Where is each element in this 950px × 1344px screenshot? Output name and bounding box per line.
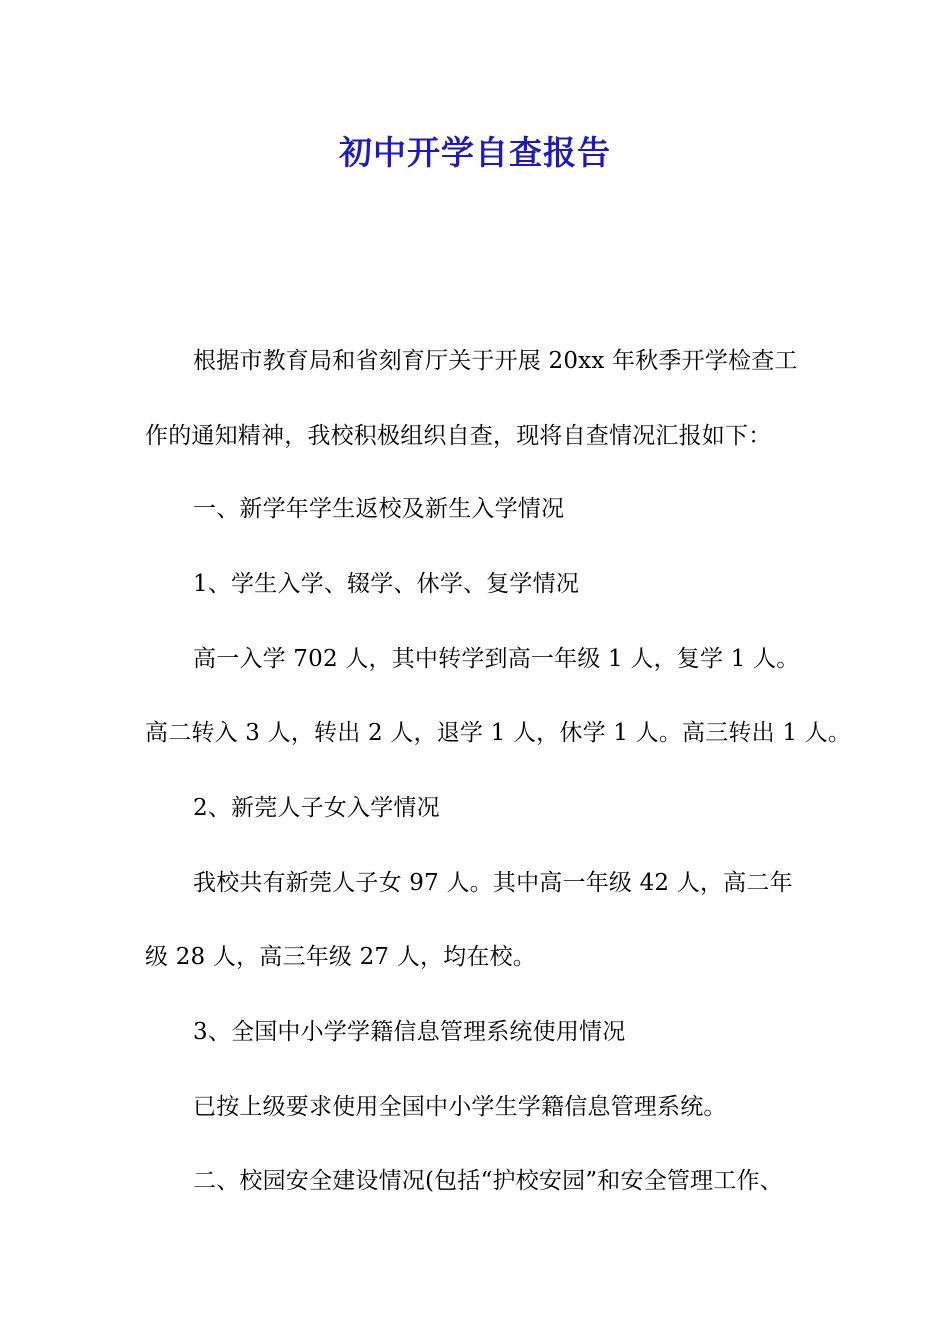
subsection-heading-3: 3、全国中小学学籍信息管理系统使用情况 <box>193 1019 626 1045</box>
paragraph-migrant-line-1: 我校共有新莞人子女 97 人。其中高一年级 42 人，高二年 <box>193 870 793 896</box>
paragraph-enrollment-line-2: 高二转入 3 人，转出 2 人，退学 1 人，休学 1 人。高三转出 1 人。 <box>145 720 852 746</box>
section-heading-2: 二、校园安全建设情况(包括“护校安园”和安全管理工作、 <box>193 1168 783 1194</box>
paragraph-intro-line-1: 根据市教育局和省刻育厅关于开展 20xx 年秋季开学检查工 <box>193 348 798 374</box>
document-title: 初中开学自查报告 <box>339 133 611 172</box>
paragraph-intro-line-2: 作的通知精神，我校积极组织自查，现将自查情况汇报如下： <box>145 423 772 449</box>
paragraph-enrollment-line-1: 高一入学 702 人，其中转学到高一年级 1 人，复学 1 人。 <box>193 646 800 672</box>
subsection-heading-1: 1、学生入学、辍学、休学、复学情况 <box>193 571 580 597</box>
paragraph-migrant-line-2: 级 28 人，高三年级 27 人，均在校。 <box>145 944 536 970</box>
paragraph-system-line-1: 已按上级要求使用全国中小学生学籍信息管理系统。 <box>193 1094 727 1120</box>
section-heading-1: 一、新学年学生返校及新生入学情况 <box>193 496 565 522</box>
subsection-heading-2: 2、新莞人子女入学情况 <box>193 795 440 821</box>
